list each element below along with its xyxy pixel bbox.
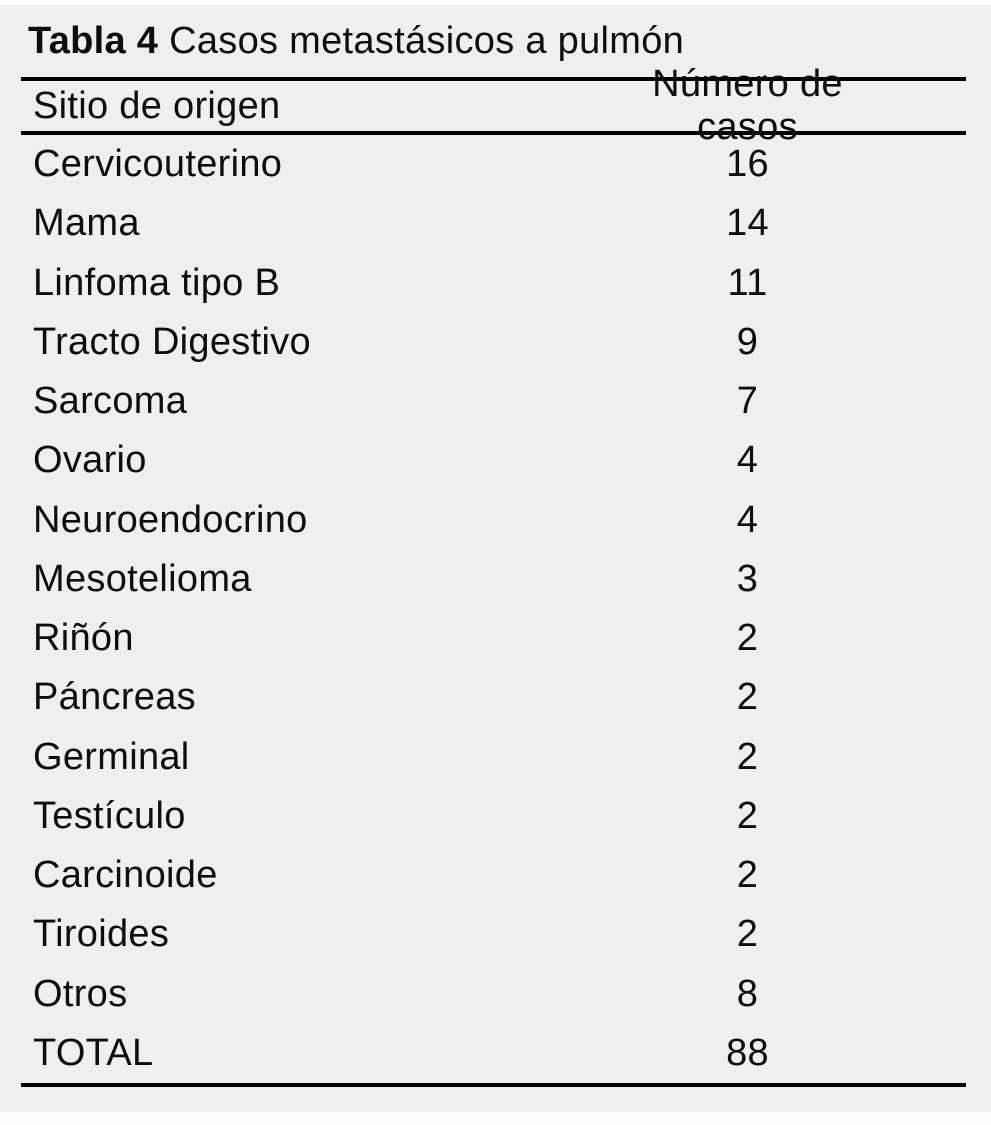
table-row bbox=[21, 135, 966, 194]
cases-cell: 2 bbox=[736, 735, 759, 778]
table-panel bbox=[0, 5, 991, 1112]
site-cell: Ovario bbox=[33, 439, 147, 482]
site-cell: Mama bbox=[33, 202, 140, 245]
table-row bbox=[21, 609, 966, 668]
table-row bbox=[21, 905, 966, 964]
cases-cell: 8 bbox=[736, 972, 759, 1015]
cases-cell: 2 bbox=[736, 913, 759, 956]
cases-cell: 16 bbox=[726, 143, 769, 186]
cases-cell: 2 bbox=[736, 617, 759, 660]
site-cell: Neuroendocrino bbox=[33, 498, 308, 541]
table-row bbox=[21, 787, 966, 846]
site-cell: Otros bbox=[33, 972, 128, 1015]
site-cell: Riñón bbox=[33, 617, 134, 660]
table-row bbox=[21, 846, 966, 905]
site-cell: Testículo bbox=[33, 794, 186, 837]
site-cell: Cervicouterino bbox=[33, 143, 283, 186]
cases-cell: 11 bbox=[727, 261, 768, 304]
cases-cell: 7 bbox=[736, 380, 759, 423]
table-caption-label: Tabla 4 bbox=[28, 19, 159, 62]
table-row bbox=[21, 491, 966, 550]
table-caption-title: Casos metastásicos a pulmón bbox=[158, 19, 685, 62]
table-row bbox=[21, 728, 966, 787]
table-bottom-rule bbox=[21, 1083, 966, 1087]
table-row bbox=[21, 313, 966, 372]
site-cell: Linfoma tipo B bbox=[33, 261, 281, 304]
site-cell: Carcinoide bbox=[33, 854, 218, 897]
table-row bbox=[21, 965, 966, 1024]
table-row-total bbox=[21, 1024, 966, 1083]
table-row bbox=[21, 254, 966, 313]
site-cell: TOTAL bbox=[33, 1031, 154, 1074]
table-row bbox=[21, 194, 966, 253]
column-header-cases: Número de casos bbox=[652, 63, 843, 148]
site-cell: Germinal bbox=[33, 735, 190, 778]
site-cell: Tracto Digestivo bbox=[33, 320, 311, 363]
site-cell: Tiroides bbox=[33, 913, 170, 956]
column-header-site: Sitio de origen bbox=[33, 84, 281, 127]
cases-cell: 88 bbox=[726, 1031, 769, 1074]
site-cell: Páncreas bbox=[33, 676, 196, 719]
cases-cell: 2 bbox=[736, 854, 759, 897]
cases-cell: 9 bbox=[736, 320, 759, 363]
cases-cell: 14 bbox=[726, 202, 769, 245]
cases-cell: 4 bbox=[736, 498, 759, 541]
site-cell: Sarcoma bbox=[33, 380, 188, 423]
site-cell: Mesotelioma bbox=[33, 557, 252, 600]
cases-cell: 2 bbox=[736, 676, 759, 719]
table-row bbox=[21, 668, 966, 727]
table-row bbox=[21, 550, 966, 609]
cases-cell: 3 bbox=[736, 557, 759, 600]
table bbox=[21, 63, 966, 1087]
table-row bbox=[21, 372, 966, 431]
table-row bbox=[21, 431, 966, 490]
cases-cell: 4 bbox=[736, 439, 759, 482]
table-body bbox=[21, 135, 966, 1083]
table-header-row bbox=[21, 63, 966, 148]
cases-cell: 2 bbox=[736, 794, 759, 837]
